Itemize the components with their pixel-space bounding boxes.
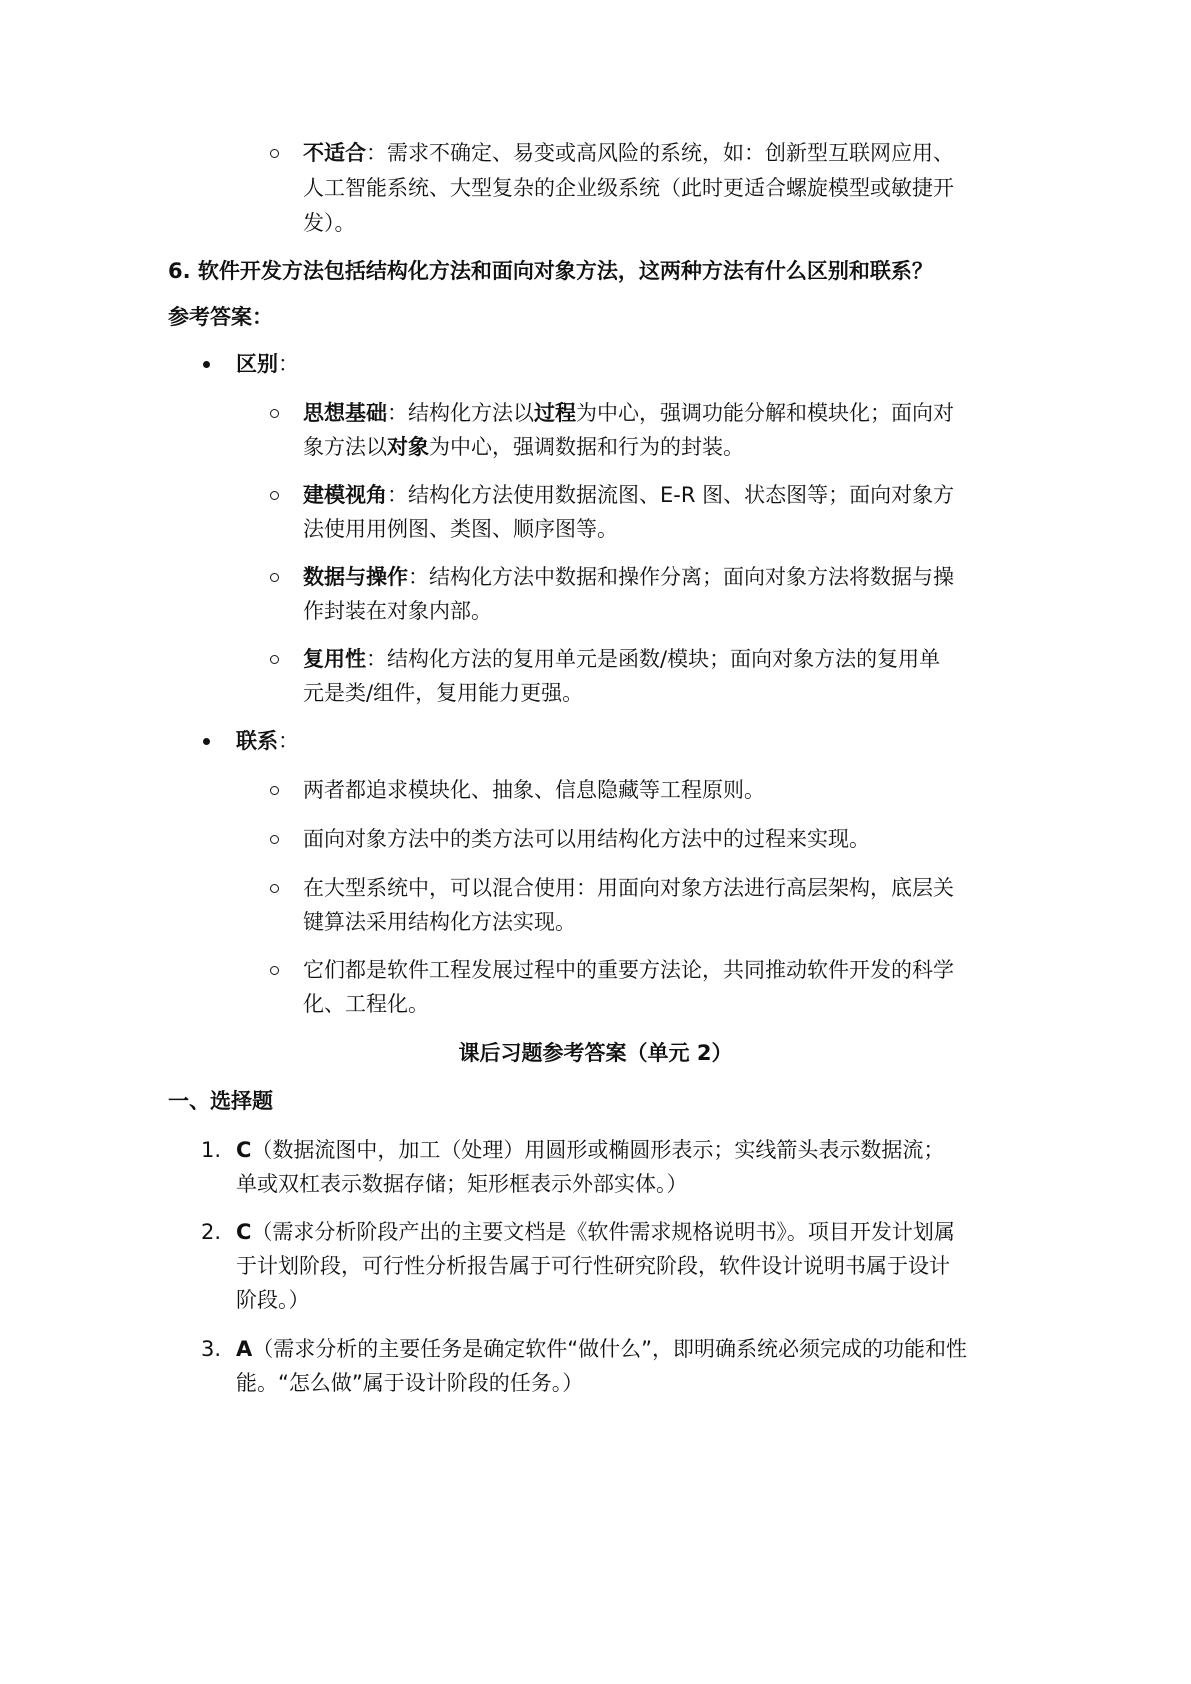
answer-text: （数据流图中，加工（处理）用圆形或椭圆形表示；实线箭头表示数据流； xyxy=(251,1138,945,1162)
circle-bullet-icon xyxy=(270,149,279,158)
relation-item-line: 它们都是软件工程发展过程中的重要方法论，共同推动软件开发的科学 xyxy=(303,958,954,982)
difference-emphasis: 对象 xyxy=(387,435,429,459)
difference-item-line: 法使用用例图、类图、顺序图等。 xyxy=(303,517,618,541)
differences-colon: ： xyxy=(278,352,299,376)
relations-colon: ： xyxy=(278,729,299,753)
difference-text: ：结构化方法使用数据流图、E-R 图、状态图等；面向对象方 xyxy=(387,483,955,507)
answer-number: 3. xyxy=(201,1337,222,1361)
relations-heading xyxy=(236,723,299,759)
circle-bullet-icon xyxy=(270,835,279,844)
unsuitable-line-3: 发）。 xyxy=(303,211,356,235)
difference-text: ：结构化方法以 xyxy=(387,401,534,425)
difference-term: 复用性 xyxy=(303,647,366,671)
bullet-dot-icon xyxy=(203,738,210,745)
circle-bullet-icon xyxy=(270,884,279,893)
answer-text: （需求分析阶段产出的主要文档是《软件需求规格说明书》。项目开发计划属 xyxy=(251,1220,955,1244)
circle-bullet-icon xyxy=(270,786,279,795)
answer-number: 1. xyxy=(201,1138,222,1162)
answer-line xyxy=(236,1132,944,1168)
unsuitable-term: 不适合 xyxy=(303,141,366,165)
circle-bullet-icon xyxy=(270,655,279,664)
difference-item-line xyxy=(303,395,954,431)
unsuitable-line-1 xyxy=(303,135,954,171)
difference-emphasis: 过程 xyxy=(534,401,576,425)
answer-number: 2. xyxy=(201,1220,222,1244)
relation-item-line: 面向对象方法中的类方法可以用结构化方法中的过程来实现。 xyxy=(303,827,870,851)
difference-item-line: 元是类/组件，复用能力更强。 xyxy=(303,681,584,705)
answer-line: 于计划阶段，可行性分析报告属于可行性研究阶段，软件设计说明书属于设计 xyxy=(236,1254,950,1278)
difference-term: 思想基础 xyxy=(303,401,387,425)
answer-line: 能。“怎么做”属于设计阶段的任务。） xyxy=(236,1371,584,1395)
differences-heading xyxy=(236,346,299,382)
answer-line: 阶段。） xyxy=(236,1288,310,1312)
difference-item-line: 作封装在对象内部。 xyxy=(303,599,492,623)
difference-text: ：结构化方法中数据和操作分离；面向对象方法将数据与操 xyxy=(408,565,954,589)
relation-item-line: 两者都追求模块化、抽象、信息隐藏等工程原则。 xyxy=(303,778,765,802)
unsuitable-line-2: 人工智能系统、大型复杂的企业级系统（此时更适合螺旋模型或敏捷开 xyxy=(303,176,954,200)
relations-heading-text: 联系 xyxy=(236,729,278,753)
answer-line xyxy=(236,1331,967,1367)
answer-letter: A xyxy=(236,1337,253,1361)
difference-term: 建模视角 xyxy=(303,483,387,507)
difference-item-line xyxy=(303,559,954,595)
answer-label: 参考答案： xyxy=(168,305,273,329)
difference-text: ：结构化方法的复用单元是函数/模块；面向对象方法的复用单 xyxy=(366,647,941,671)
difference-term: 数据与操作 xyxy=(303,565,408,589)
question-6-heading: 6. 软件开发方法包括结构化方法和面向对象方法，这两种方法有什么区别和联系？ xyxy=(168,259,933,283)
circle-bullet-icon xyxy=(270,573,279,582)
answer-text: （需求分析的主要任务是确定软件“做什么”，即明确系统必须完成的功能和性 xyxy=(252,1337,968,1361)
difference-text: 为中心，强调数据和行为的封装。 xyxy=(429,435,744,459)
unit-2-title: 课后习题参考答案（单元 2） xyxy=(458,1041,733,1065)
difference-item-line xyxy=(303,429,744,465)
relation-item-line: 在大型系统中，可以混合使用：用面向对象方法进行高层架构，底层关 xyxy=(303,876,954,900)
difference-text: 为中心，强调功能分解和模块化；面向对 xyxy=(576,401,954,425)
circle-bullet-icon xyxy=(270,491,279,500)
bullet-dot-icon xyxy=(203,361,210,368)
answer-line: 单或双杠表示数据存储；矩形框表示外部实体。） xyxy=(236,1172,688,1196)
unsuitable-text-1: ：需求不确定、易变或高风险的系统，如：创新型互联网应用、 xyxy=(366,141,954,165)
answer-letter: C xyxy=(236,1220,252,1244)
section-heading: 一、选择题 xyxy=(168,1089,273,1113)
difference-text: 象方法以 xyxy=(303,435,387,459)
difference-item-line xyxy=(303,477,954,513)
answer-line xyxy=(236,1214,955,1250)
differences-heading-text: 区别 xyxy=(236,352,278,376)
circle-bullet-icon xyxy=(270,966,279,975)
relation-item-line: 键算法采用结构化方法实现。 xyxy=(303,910,576,934)
answer-letter: C xyxy=(236,1138,252,1162)
relation-item-line: 化、工程化。 xyxy=(303,992,429,1016)
circle-bullet-icon xyxy=(270,409,279,418)
difference-item-line xyxy=(303,641,940,677)
